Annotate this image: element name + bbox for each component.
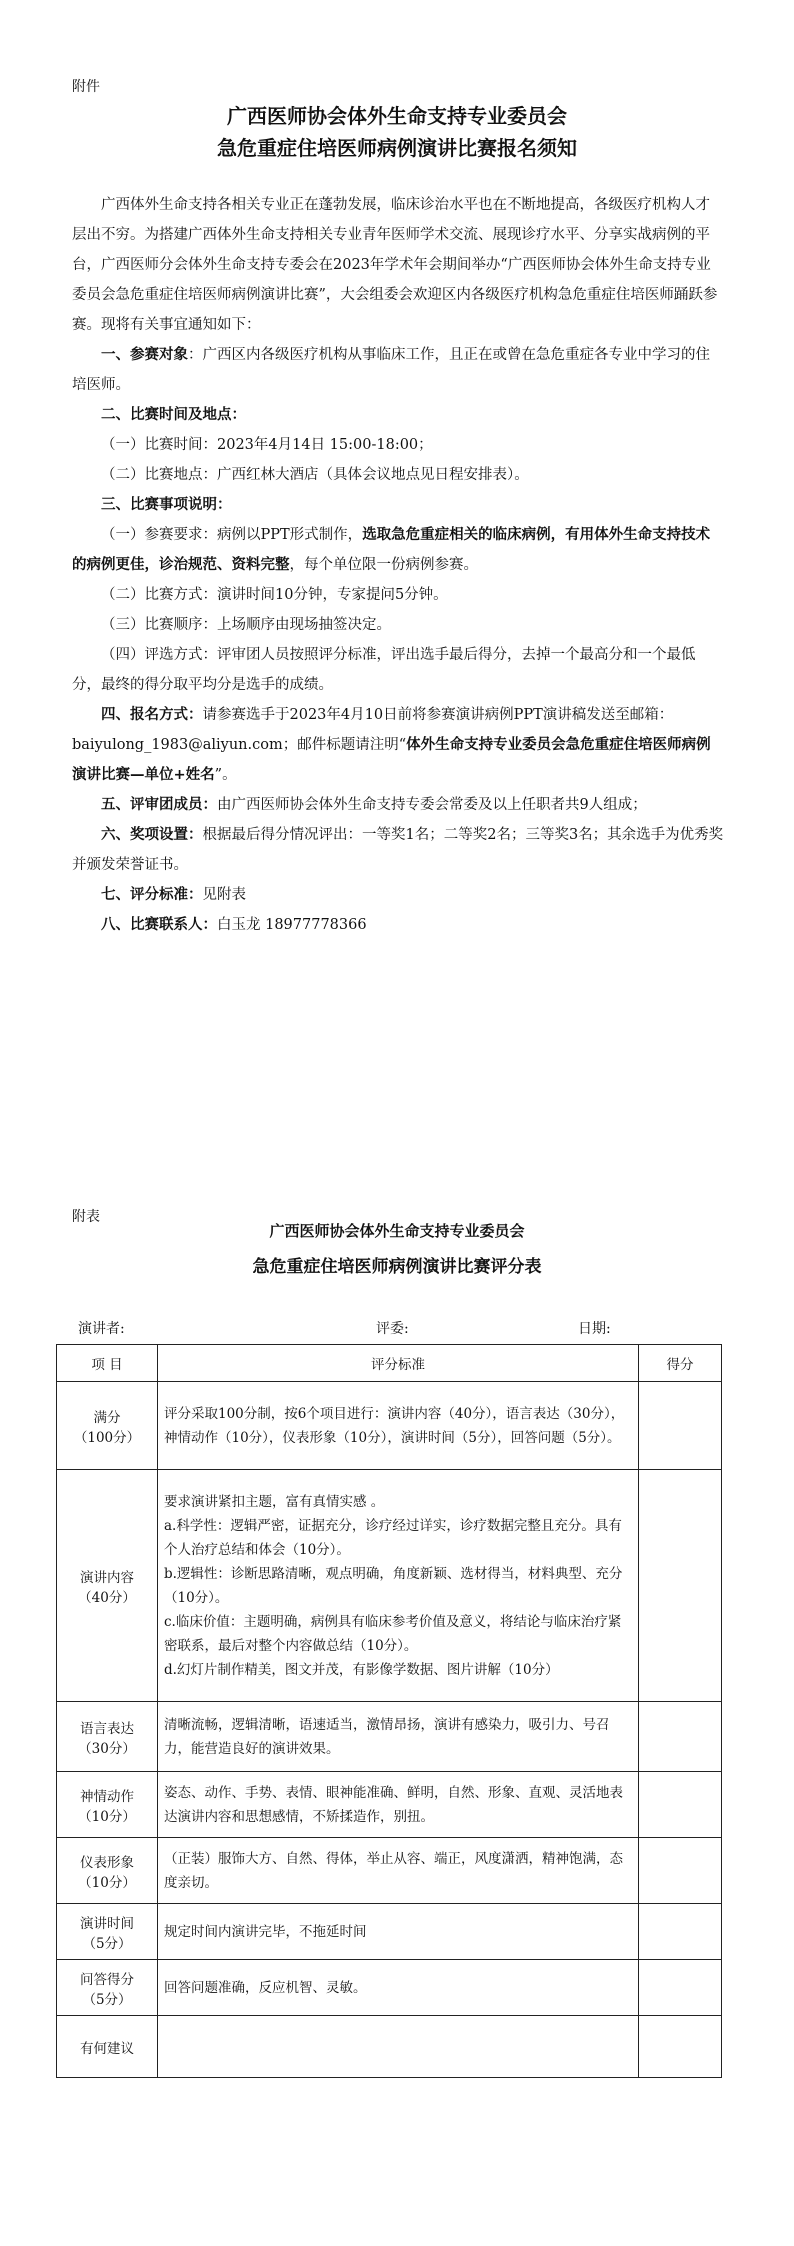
intro-paragraph: 广西体外生命支持各相关专业正在蓬勃发展，临床诊治水平也在不断地提高，各级医疗机构人才层出不穷。为搭建广西体外生命支持相关专业青年医师学术交流、展现诊疗水平、分享实战病例的平台，广西医师分会体外生命支持专委会在2023年学术年会期间举办“广西医师协会体外生命支持专业委员会急危重症住培医师病例演讲比赛”，大会组委会欢迎区内各级医疗机构急危重症住培医师踊跃参赛。现将有关事宜通知如下：	[72, 197, 718, 333]
section-4: 四、报名方式：请参赛选手于2023年4月10日前将参赛演讲病例PPT演讲稿发送至邮箱：baiyulong_1983@aliyun.com；邮件标题请注明“体外生命支持专业委员会急危重症住培医师病例演讲比赛—单位+姓名”。	[72, 707, 711, 783]
section-1-text: ：广西区内各级医疗机构从事临床工作，且正在或曾在急危重症各专业中学习的住培医师。	[72, 347, 710, 393]
row-criteria: 规定时间内演讲完毕，不拖延时间	[158, 1904, 639, 1960]
section-3-item-4: （四）评选方式：评审团人员按照评分标准，评出选手最后得分，去掉一个最高分和一个最低分，最终的得分取平均分是选手的成绩。	[72, 647, 696, 693]
score-cell[interactable]	[639, 1470, 722, 1702]
row-item: 语言表达 （30分）	[57, 1702, 158, 1772]
row-item: 仪表形象 （10分）	[57, 1838, 158, 1904]
row-item: 演讲内容 （40分）	[57, 1470, 158, 1702]
section-2-item-2: （二）比赛地点：广西红林大酒店（具体会议地点见日程安排表）。	[101, 467, 529, 483]
email-subject-format: 体外生命支持专业委员会急危重症住培医师病例演讲比赛—单位+姓名	[72, 737, 711, 783]
doc-title-line2: 急危重症住培医师病例演讲比赛报名须知	[217, 136, 577, 160]
speaker-field-label: 演讲者:	[78, 1321, 125, 1337]
row-criteria: 评分采取100分制，按6个项目进行：演讲内容（40分），语言表达（30分），神情动作（10分），仪表形象（10分），演讲时间（5分），回答问题（5分）。	[158, 1382, 639, 1470]
row-criteria: 清晰流畅，逻辑清晰，语速适当，激情昂扬，演讲有感染力，吸引力、号召力，能营造良好的演讲效果。	[158, 1702, 639, 1772]
section-3-item-2: （二）比赛方式：演讲时间10分钟，专家提问5分钟。	[101, 587, 448, 603]
section-3-item-1: （一）参赛要求：病例以PPT形式制作，选取急危重症相关的临床病例，有用体外生命支持技术的病例更佳，诊治规范、资料完整，每个单位限一份病例参赛。	[72, 527, 711, 573]
header-item: 项 目	[57, 1345, 158, 1382]
sheet-title-line1: 广西医师协会体外生命支持专业委员会	[269, 1222, 525, 1240]
contact-person: 白玉龙 18977778366	[217, 917, 367, 933]
score-cell[interactable]	[639, 2016, 722, 2078]
score-cell[interactable]	[639, 1960, 722, 2016]
header-criteria: 评分标准	[158, 1345, 639, 1382]
sheet-title-line2: 急危重症住培医师病例演讲比赛评分表	[252, 1257, 542, 1277]
date-field-label: 日期:	[578, 1321, 611, 1337]
section-7-heading: 七、评分标准：	[101, 887, 203, 903]
section-3-item-1-emphasis: 选取急危重症相关的临床病例，有用体外生命支持技术的病例更佳，诊治规范、资料完整	[72, 527, 711, 573]
section-5: 五、评审团成员：由广西医师协会体外生命支持专委会常委及以上任职者共9人组成；	[101, 797, 647, 813]
table-row	[57, 1382, 722, 1470]
section-7: 七、评分标准：见附表	[101, 887, 246, 903]
row-criteria: （正装）服饰大方、自然、得体，举止从容、端正，风度潇洒，精神饱满，态度亲切。	[158, 1838, 639, 1904]
table-row	[57, 2016, 722, 2078]
score-cell[interactable]	[639, 1904, 722, 1960]
row-criteria: 要求演讲紧扣主题，富有真情实感 。 a.科学性：逻辑严密，证据充分，诊疗经过详实，诊疗数据完整且充分。具有个人治疗总结和体会（10分）。 b.逻辑性：诊断思路清晰，观点明确，角度新颖、选材得当，材料典型、充分（10分）。 c.临床价值：主题明确，病例具有临床参考价值及意义，将结论与临床治疗紧密联系，最后对整个内容做总结（10分）。 d.幻灯片制作精美，图文并茂，有影像学数据、图片讲解（10分）	[158, 1470, 639, 1702]
section-6: 六、奖项设置：根据最后得分情况评出：一等奖1名；二等奖2名；三等奖3名；其余选手为优秀奖并颁发荣誉证书。	[72, 827, 724, 873]
table-row	[57, 1772, 722, 1838]
score-cell[interactable]	[639, 1772, 722, 1838]
table-row	[57, 1470, 722, 1702]
table-row	[57, 1702, 722, 1772]
header-score: 得分	[639, 1345, 722, 1382]
notice-body	[72, 190, 724, 940]
row-criteria: 姿态、动作、手势、表情、眼神能准确、鲜明，自然、形象、直观、灵活地表达演讲内容和思想感情，不矫揉造作，别扭。	[158, 1772, 639, 1838]
doc-title-line1: 广西医师协会体外生命支持专业委员会	[227, 104, 567, 128]
section-2-heading: 二、比赛时间及地点：	[101, 407, 246, 423]
section-3-item-3: （三）比赛顺序：上场顺序由现场抽签决定。	[101, 617, 391, 633]
row-item: 问答得分 （5分）	[57, 1960, 158, 2016]
row-item: 演讲时间 （5分）	[57, 1904, 158, 1960]
table-row	[57, 1838, 722, 1904]
row-criteria: 回答问题准确，反应机智、灵敏。	[158, 1960, 639, 2016]
section-6-heading: 六、奖项设置：	[101, 827, 203, 843]
row-item: 满分 （100分）	[57, 1382, 158, 1470]
row-item: 有何建议	[57, 2016, 158, 2078]
suggestion-cell[interactable]	[158, 2016, 639, 2078]
table-row	[57, 1904, 722, 1960]
section-5-heading: 五、评审团成员：	[101, 797, 217, 813]
attachment-label: 附件	[72, 79, 100, 95]
section-1	[72, 340, 724, 400]
table-row	[57, 1960, 722, 2016]
section-8-heading: 八、比赛联系人：	[101, 917, 217, 933]
section-3-heading: 三、比赛事项说明：	[101, 497, 232, 513]
scoring-table	[56, 1344, 722, 2078]
page-scoring-sheet	[0, 1160, 794, 2246]
score-cell[interactable]	[639, 1382, 722, 1470]
judge-field-label: 评委:	[376, 1321, 409, 1337]
section-1-heading: 一、参赛对象	[101, 347, 188, 363]
section-4-heading: 四、报名方式：	[101, 707, 203, 723]
row-item: 神情动作 （10分）	[57, 1772, 158, 1838]
attachment-label-2: 附表	[72, 1209, 100, 1225]
score-cell[interactable]	[639, 1702, 722, 1772]
section-8	[72, 910, 724, 940]
section-2-item-1: （一）比赛时间：2023年4月14日 15:00-18:00；	[101, 437, 433, 453]
score-cell[interactable]	[639, 1838, 722, 1904]
table-header-row	[57, 1345, 722, 1382]
